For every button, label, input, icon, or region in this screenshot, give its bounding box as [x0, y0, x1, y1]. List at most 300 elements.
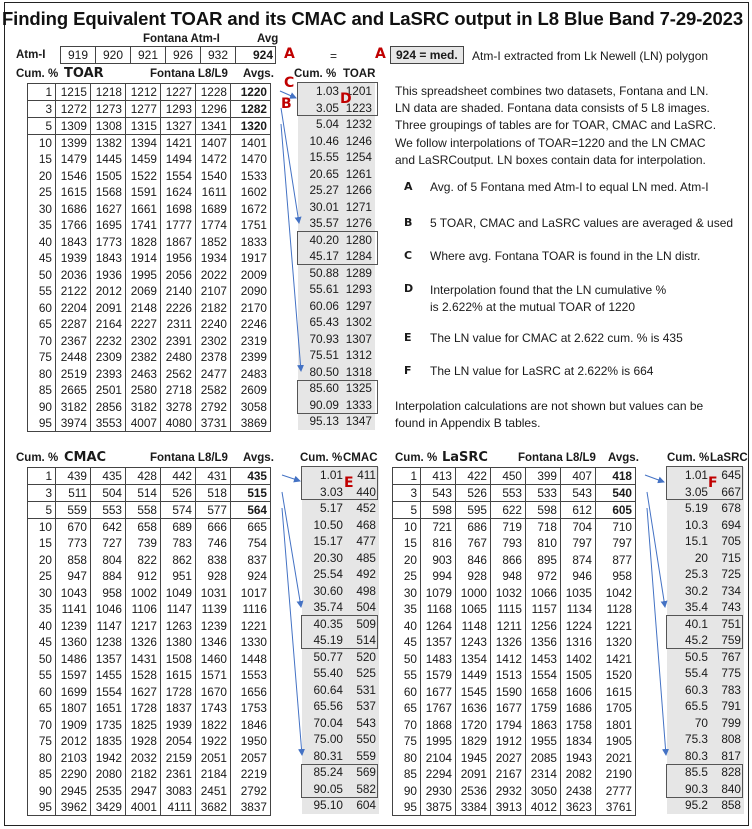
- avg-cell: 1282: [231, 101, 271, 118]
- ln-value-cell: 840: [721, 781, 741, 796]
- cum-pct-cell: 40: [28, 618, 56, 635]
- table-row: [393, 502, 636, 519]
- value-cell: 526: [456, 485, 491, 502]
- value-cell: 1658: [526, 684, 561, 701]
- value-cell: 1168: [421, 601, 456, 618]
- value-cell: 1079: [421, 585, 456, 602]
- table-row: [28, 634, 271, 651]
- ln-row: [302, 698, 379, 715]
- value-cell: 1939: [56, 250, 91, 267]
- value-cell: 1326: [491, 634, 526, 651]
- value-cell: 2562: [161, 366, 196, 383]
- ln-cum-pct-cell: 70.93: [309, 331, 339, 346]
- ln-value-cell: 1246: [345, 133, 372, 148]
- value-cell: 1794: [491, 717, 526, 734]
- table-row: [28, 184, 271, 201]
- value-cell: 1835: [91, 733, 126, 750]
- marker-d: D: [340, 91, 352, 107]
- cmac-cum-label: Cum. %: [16, 452, 59, 464]
- value-cell: 1508: [161, 651, 196, 668]
- cum-pct-cell: 50: [393, 651, 421, 668]
- toar-group-label: Fontana L8/L9: [150, 68, 228, 80]
- ln-cum-pct-cell: 90.3: [685, 781, 708, 796]
- footer-note: Interpolation calculations are not shown but values can be found in Appendix B tables.: [395, 399, 704, 431]
- avg-cell: 1801: [596, 717, 636, 734]
- value-cell: 4080: [161, 415, 196, 432]
- value-cell: 2438: [561, 783, 596, 800]
- value-cell: 1264: [421, 618, 456, 635]
- table-row: [28, 316, 271, 333]
- avg-cell: 540: [596, 485, 636, 502]
- value-cell: 3182: [56, 399, 91, 416]
- ln-row: [298, 397, 375, 414]
- avg-cell: 3869: [231, 415, 271, 432]
- table-row: [28, 366, 271, 383]
- value-cell: 2378: [196, 349, 231, 366]
- value-cell: 2164: [91, 316, 126, 333]
- value-cell: 3875: [421, 799, 456, 816]
- ln-row: [667, 550, 744, 567]
- ln-cum-pct-cell: 95.10: [313, 798, 343, 813]
- ln-value-cell: 783: [721, 682, 741, 697]
- value-cell: 1513: [491, 667, 526, 684]
- value-cell: 1843: [91, 250, 126, 267]
- avg-cell: 605: [596, 502, 636, 519]
- value-cell: 2302: [126, 333, 161, 350]
- avg-cell: 1905: [596, 733, 636, 750]
- value-cell: 1277: [126, 101, 161, 118]
- ln-cum-pct-cell: 20.65: [309, 166, 339, 181]
- table-row: [28, 568, 271, 585]
- cum-pct-cell: 55: [28, 283, 56, 300]
- value-cell: 642: [91, 519, 126, 536]
- value-cell: 958: [91, 585, 126, 602]
- ln-row: [302, 583, 379, 600]
- value-cell: 1354: [456, 651, 491, 668]
- ln-cum-pct-cell: 40.20: [309, 232, 339, 247]
- value-cell: 1218: [91, 84, 126, 101]
- value-cell: 1357: [91, 651, 126, 668]
- table-row: [393, 618, 636, 635]
- value-cell: 3913: [491, 799, 526, 816]
- value-cell: 1828: [126, 234, 161, 251]
- value-cell: 1627: [126, 684, 161, 701]
- ln-cum-pct-cell: 20.30: [313, 550, 343, 565]
- cum-pct-cell: 95: [28, 799, 56, 816]
- value-cell: 1995: [421, 733, 456, 750]
- value-cell: 2792: [196, 399, 231, 416]
- ln-value-cell: 485: [356, 550, 376, 565]
- ln-cum-pct-cell: 90.05: [313, 781, 343, 796]
- cum-pct-cell: 5: [393, 502, 421, 519]
- value-cell: 1636: [456, 700, 491, 717]
- value-cell: 1049: [161, 585, 196, 602]
- value-cell: 1868: [421, 717, 456, 734]
- note-f: F The LN value for LaSRC at 2.622% is 664: [404, 364, 654, 378]
- value-cell: 2945: [56, 783, 91, 800]
- table-row: [28, 468, 271, 485]
- ln-cum-pct-cell: 80.50: [309, 364, 339, 379]
- ln-row: [298, 265, 375, 282]
- table-row: [393, 485, 636, 502]
- ln-row: [298, 100, 375, 117]
- value-cell: 2085: [526, 750, 561, 767]
- value-cell: 767: [456, 535, 491, 552]
- cum-pct-cell: 10: [393, 519, 421, 536]
- value-cell: 1327: [161, 118, 196, 135]
- avg-cell: 1917: [231, 250, 271, 267]
- ln-cum-pct-cell: 70.04: [313, 715, 343, 730]
- value-cell: 1728: [126, 700, 161, 717]
- ln-row: [667, 649, 744, 666]
- ln-row: [298, 314, 375, 331]
- value-cell: 1263: [161, 618, 196, 635]
- atm-table: [60, 46, 276, 64]
- value-cell: 1677: [491, 700, 526, 717]
- ln-row: [298, 83, 375, 100]
- value-cell: 912: [126, 568, 161, 585]
- value-cell: 1956: [161, 250, 196, 267]
- ln-cum-pct-cell: 30.60: [313, 583, 343, 598]
- value-cell: 2393: [91, 366, 126, 383]
- ln-cum-pct-cell: 3.05: [316, 100, 339, 115]
- table-row: [28, 333, 271, 350]
- value-cell: 1316: [561, 634, 596, 651]
- ln-row: [667, 731, 744, 748]
- cum-pct-cell: 1: [28, 468, 56, 485]
- description-line: This spreadsheet combines two datasets, Fontana and LN.: [395, 84, 709, 98]
- value-cell: 2091: [456, 766, 491, 783]
- ln-value-cell: 504: [356, 600, 376, 615]
- value-cell: 450: [491, 468, 526, 485]
- ln-cum-pct-cell: 60.06: [309, 298, 339, 313]
- value-cell: 2182: [126, 766, 161, 783]
- table-row: [28, 250, 271, 267]
- cum-pct-cell: 1: [393, 468, 421, 485]
- ln-value-cell: 498: [356, 583, 376, 598]
- ln-value-cell: 1318: [345, 364, 372, 379]
- marker-a: A: [284, 46, 295, 62]
- avg-cell: 515: [231, 485, 271, 502]
- value-cell: 514: [126, 485, 161, 502]
- value-cell: 1571: [196, 667, 231, 684]
- ln-row: [667, 764, 744, 781]
- value-cell: 2463: [126, 366, 161, 383]
- avg-cell: 797: [596, 535, 636, 552]
- table-row: [28, 415, 271, 432]
- ln-value-cell: 734: [721, 583, 741, 598]
- value-cell: 2314: [526, 766, 561, 783]
- value-cell: 2054: [161, 733, 196, 750]
- ln-row: [302, 500, 379, 517]
- value-cell: 1936: [91, 267, 126, 284]
- value-cell: 689: [161, 519, 196, 536]
- value-cell: 1546: [56, 168, 91, 185]
- value-cell: 1157: [526, 601, 561, 618]
- cum-pct-cell: 35: [28, 217, 56, 234]
- table-row: [393, 684, 636, 701]
- avg-cell: 1320: [231, 118, 271, 135]
- value-cell: 1611: [196, 184, 231, 201]
- value-cell: 4012: [526, 799, 561, 816]
- note-c: C Where avg. Fontana TOAR is found in the LN distr.: [404, 249, 701, 263]
- ln-cum-pct-cell: 3.03: [320, 484, 343, 499]
- table-row: [28, 399, 271, 416]
- ln-cum-pct-cell: 90.09: [309, 397, 339, 412]
- value-cell: 1914: [126, 250, 161, 267]
- ln-cum-pct-cell: 95.2: [685, 798, 708, 813]
- ln-value-cell: 1307: [345, 331, 372, 346]
- value-cell: 2184: [196, 766, 231, 783]
- value-cell: 2227: [126, 316, 161, 333]
- cum-pct-cell: 75: [28, 733, 56, 750]
- ln-row: [667, 484, 744, 501]
- value-cell: 559: [56, 502, 91, 519]
- table-row: [28, 349, 271, 366]
- value-cell: 2294: [421, 766, 456, 783]
- avg-cell: 1520: [596, 667, 636, 684]
- table-row: [28, 201, 271, 218]
- ln-value-cell: 808: [721, 732, 741, 747]
- ln-cum-pct-cell: 15.17: [313, 534, 343, 549]
- ln-cum-pct-cell: 15.55: [309, 150, 339, 165]
- ln-value-cell: 799: [721, 715, 741, 730]
- value-cell: 797: [561, 535, 596, 552]
- value-cell: 928: [196, 568, 231, 585]
- table-row: [28, 283, 271, 300]
- avg-cell: 2057: [231, 750, 271, 767]
- avg-cell: 1950: [231, 733, 271, 750]
- value-cell: 2451: [196, 783, 231, 800]
- table-row: [28, 267, 271, 284]
- value-cell: 3182: [126, 399, 161, 416]
- value-cell: 1293: [161, 101, 196, 118]
- ln-row: [298, 413, 375, 430]
- value-cell: 1139: [196, 601, 231, 618]
- fontana-atm-label: Fontana Atm-I: [143, 33, 220, 45]
- lasrc-ln-cum-label: Cum. %: [667, 452, 710, 464]
- ln-row: [302, 748, 379, 765]
- value-cell: 1134: [561, 601, 596, 618]
- ln-cum-pct-cell: 25.3: [685, 567, 708, 582]
- ln-row: [667, 566, 744, 583]
- table-row: [393, 700, 636, 717]
- description-line: Three groupings of tables are for TOAR, CMAC and LaSRC.: [395, 118, 717, 133]
- value-cell: 4001: [126, 799, 161, 816]
- cum-pct-cell: 90: [393, 783, 421, 800]
- ln-row: [298, 298, 375, 315]
- value-cell: 4007: [126, 415, 161, 432]
- value-cell: 1315: [126, 118, 161, 135]
- ln-value-cell: 1302: [345, 315, 372, 330]
- value-cell: 1728: [161, 684, 196, 701]
- marker-c: C: [284, 75, 295, 91]
- lasrc-avgs-label: Avgs.: [608, 452, 639, 464]
- value-cell: 1720: [456, 717, 491, 734]
- avg-cell: 1017: [231, 585, 271, 602]
- value-cell: 670: [56, 519, 91, 536]
- lasrc-name: LaSRC: [442, 450, 488, 465]
- ln-row: [302, 731, 379, 748]
- value-cell: 1141: [56, 601, 91, 618]
- cum-pct-cell: 10: [28, 519, 56, 536]
- value-cell: 1296: [196, 101, 231, 118]
- ln-row: [298, 116, 375, 133]
- cum-pct-cell: 60: [393, 684, 421, 701]
- ln-cum-pct-cell: 5.17: [320, 501, 343, 516]
- ln-cum-pct-cell: 75.3: [685, 732, 708, 747]
- ln-value-cell: 694: [721, 517, 741, 532]
- value-cell: 2032: [126, 750, 161, 767]
- cum-pct-cell: 10: [28, 135, 56, 152]
- ln-row: [298, 347, 375, 364]
- table-row: [393, 634, 636, 651]
- value-cell: 2930: [421, 783, 456, 800]
- value-cell: 3429: [91, 799, 126, 816]
- value-cell: 1228: [196, 84, 231, 101]
- value-cell: 3682: [196, 799, 231, 816]
- ln-value-cell: 1347: [345, 414, 372, 429]
- value-cell: 739: [126, 535, 161, 552]
- ln-cum-pct-cell: 3.05: [685, 484, 708, 499]
- value-cell: 3278: [161, 399, 196, 416]
- value-cell: 1615: [56, 184, 91, 201]
- value-cell: 2448: [56, 349, 91, 366]
- ln-value-cell: 514: [356, 633, 376, 648]
- value-cell: 2107: [196, 283, 231, 300]
- ln-cum-pct-cell: 35.57: [309, 216, 339, 231]
- ln-cum-pct-cell: 30.01: [309, 199, 339, 214]
- value-cell: 746: [196, 535, 231, 552]
- toar-avgs-label: Avgs.: [243, 68, 274, 80]
- ln-cum-pct-cell: 60.64: [313, 682, 343, 697]
- lasrc-group-label: Fontana L8/L9: [518, 452, 596, 464]
- value-cell: 1597: [56, 667, 91, 684]
- ln-row: [302, 764, 379, 781]
- ln-value-cell: 440: [356, 484, 376, 499]
- ln-row: [667, 599, 744, 616]
- lasrc-cum-label: Cum. %: [395, 452, 438, 464]
- ln-row: [298, 215, 375, 232]
- value-cell: 1945: [456, 750, 491, 767]
- ln-value-cell: 751: [721, 616, 741, 631]
- cum-pct-cell: 50: [28, 267, 56, 284]
- lasrc-fontana-table: [392, 467, 636, 816]
- ln-row: [667, 715, 744, 732]
- cum-pct-cell: 80: [393, 750, 421, 767]
- value-cell: 413: [421, 468, 456, 485]
- note-e: E The LN value for CMAC at 2.622 cum. % is 435: [404, 331, 683, 345]
- ln-row: [667, 616, 744, 633]
- value-cell: 598: [421, 502, 456, 519]
- value-cell: 1774: [196, 217, 231, 234]
- value-cell: 1394: [126, 135, 161, 152]
- avg-cell: 2190: [596, 766, 636, 783]
- value-cell: 2159: [161, 750, 196, 767]
- table-row: [28, 382, 271, 399]
- avg-cell: 2090: [231, 283, 271, 300]
- value-cell: 810: [526, 535, 561, 552]
- cum-pct-cell: 80: [28, 366, 56, 383]
- value-cell: 435: [91, 468, 126, 485]
- ln-row: [667, 665, 744, 682]
- ln-value-cell: 543: [356, 715, 376, 730]
- avg-cell: 1448: [231, 651, 271, 668]
- ln-cum-pct-cell: 65.5: [685, 699, 708, 714]
- table-row: [28, 552, 271, 569]
- value-cell: 574: [161, 502, 196, 519]
- value-cell: 1459: [126, 151, 161, 168]
- value-cell: 972: [526, 568, 561, 585]
- table-row: [393, 783, 636, 800]
- avg-cell: 710: [596, 519, 636, 536]
- value-cell: 2232: [91, 333, 126, 350]
- avg-cell: 1221: [596, 618, 636, 635]
- atm-value: 921: [131, 47, 166, 64]
- ln-cum-pct-cell: 5.19: [685, 501, 708, 516]
- avg-cell: 1615: [596, 684, 636, 701]
- value-cell: 1670: [196, 684, 231, 701]
- value-cell: 518: [196, 485, 231, 502]
- ln-cum-pct-cell: 85.5: [685, 765, 708, 780]
- value-cell: 1309: [56, 118, 91, 135]
- value-cell: 1239: [56, 618, 91, 635]
- ln-cum-pct-cell: 35.74: [313, 600, 343, 615]
- value-cell: 2477: [196, 366, 231, 383]
- ln-cum-pct-cell: 50.5: [685, 649, 708, 664]
- table-row: [393, 535, 636, 552]
- value-cell: 543: [421, 485, 456, 502]
- cum-pct-cell: 30: [393, 585, 421, 602]
- avg-cell: 1220: [231, 84, 271, 101]
- value-cell: 1412: [491, 651, 526, 668]
- ln-cum-pct-cell: 40.35: [313, 616, 343, 631]
- description-paragraph: [395, 83, 745, 169]
- value-cell: 903: [421, 552, 456, 569]
- ln-row: [298, 133, 375, 150]
- ln-row: [667, 781, 744, 798]
- ln-row: [302, 632, 379, 649]
- table-row: [393, 717, 636, 734]
- value-cell: 1741: [126, 217, 161, 234]
- value-cell: 2302: [196, 333, 231, 350]
- value-cell: 595: [456, 502, 491, 519]
- value-cell: 1486: [56, 651, 91, 668]
- avg-cell: 3058: [231, 399, 271, 416]
- value-cell: 1743: [196, 700, 231, 717]
- table-row: [28, 535, 271, 552]
- value-cell: 858: [56, 552, 91, 569]
- ln-row: [302, 781, 379, 798]
- avg-cell: 1042: [596, 585, 636, 602]
- value-cell: 1767: [421, 700, 456, 717]
- value-cell: 612: [561, 502, 596, 519]
- ln-value-cell: 582: [356, 781, 376, 796]
- cum-pct-cell: 60: [28, 684, 56, 701]
- avg-cell: 2399: [231, 349, 271, 366]
- ln-value-cell: 1284: [345, 249, 372, 264]
- value-cell: 2122: [56, 283, 91, 300]
- avg-cell: 1753: [231, 700, 271, 717]
- avg-cell: 877: [596, 552, 636, 569]
- cum-pct-cell: 65: [28, 316, 56, 333]
- value-cell: 504: [91, 485, 126, 502]
- cum-pct-cell: 25: [28, 568, 56, 585]
- cum-pct-cell: 35: [28, 601, 56, 618]
- toar-fontana-table: [27, 83, 271, 432]
- value-cell: 1031: [196, 585, 231, 602]
- table-row: [28, 135, 271, 152]
